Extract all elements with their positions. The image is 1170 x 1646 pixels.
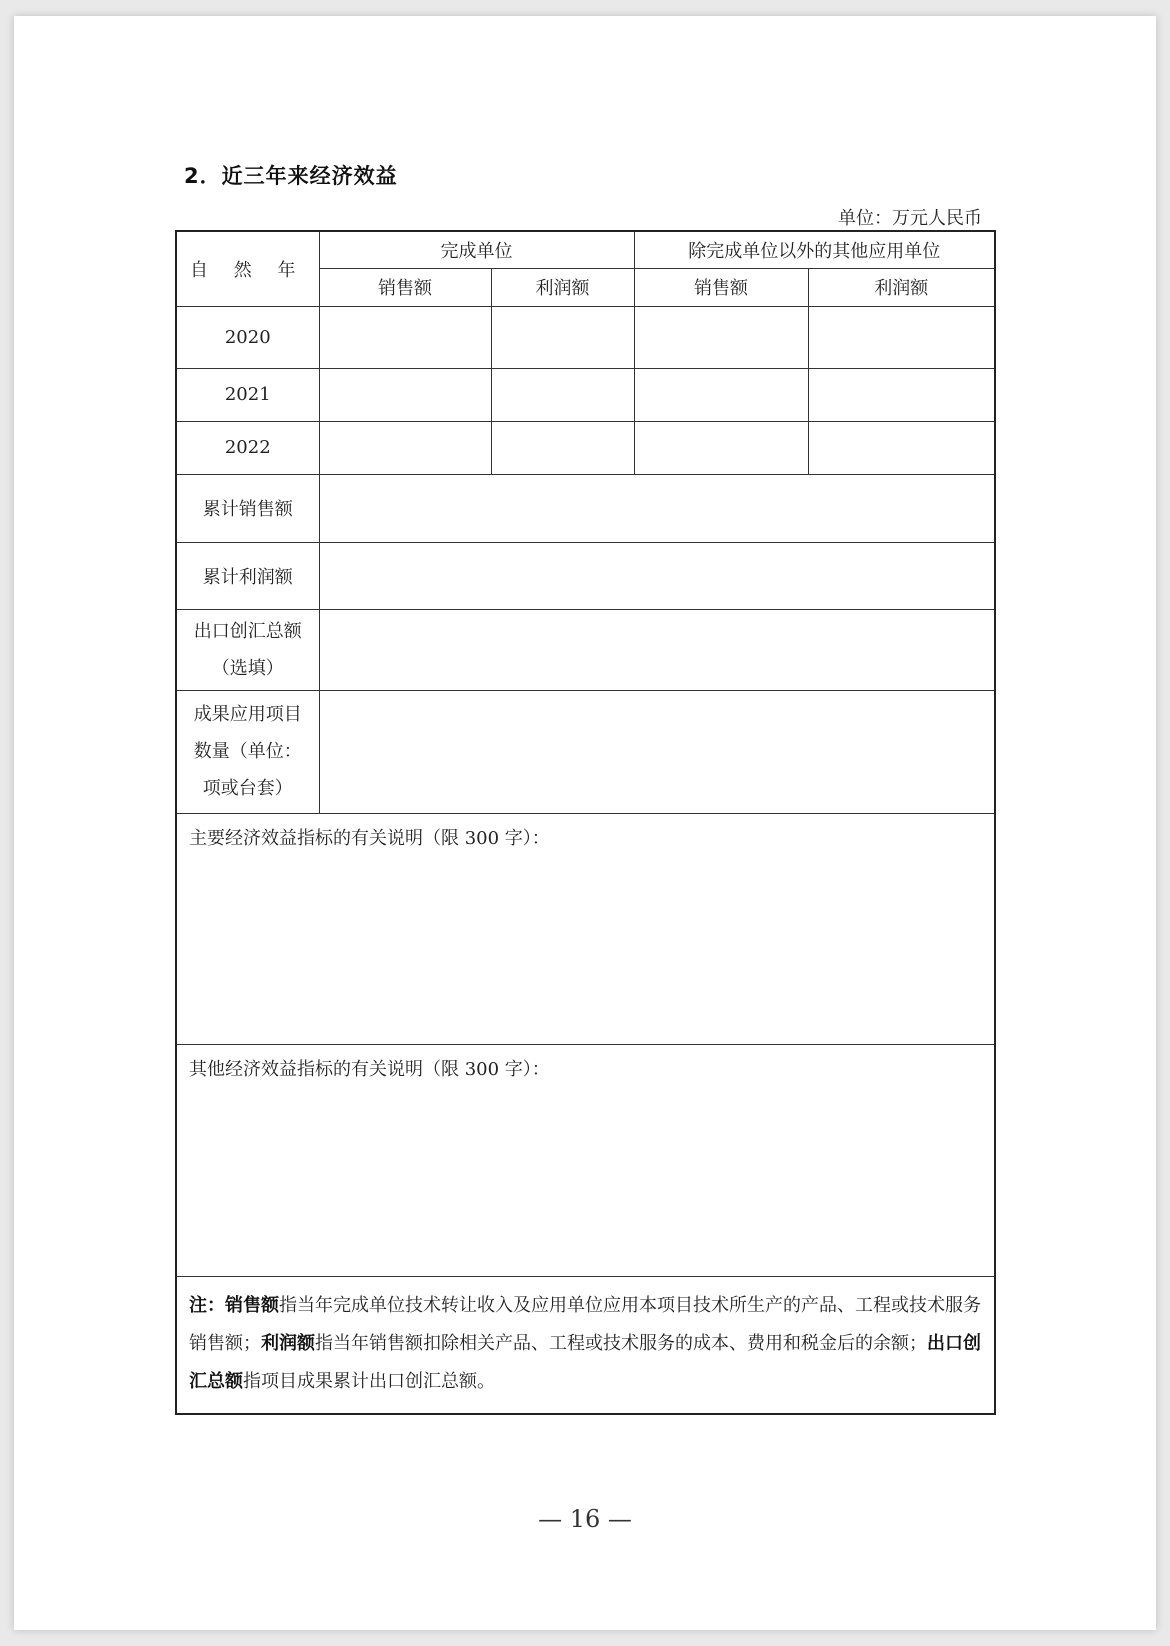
project-count-label-line3: 项或台套） [202,778,293,799]
project-count-label-line2: 数量（单位： [193,741,302,762]
table-row [176,368,995,421]
note-export-definition: 指项目成果累计出口创汇总额。 [243,1370,495,1392]
other-description-field[interactable] [176,1044,995,1276]
project-count-label [176,690,319,813]
export-total-label [176,609,319,690]
input-cell[interactable] [319,368,491,421]
other-description-row [176,1044,995,1276]
other-description-label: 其他经济效益指标的有关说明（限 300 字）： [189,1058,550,1080]
header-row-groups [176,231,995,268]
note-row [176,1276,995,1414]
project-count-label-line1: 成果应用项目 [193,704,302,725]
cumulative-sales-label: 累计销售额 [176,474,319,542]
project-count-row [176,690,995,813]
project-count-input[interactable] [319,690,995,813]
input-cell[interactable] [491,421,634,474]
main-description-label: 主要经济效益指标的有关说明（限 300 字）： [189,827,550,849]
table-row [176,306,995,368]
unit-note: 单位：万元人民币 [838,208,982,229]
economic-benefit-table [175,230,996,1415]
export-total-label-line2: （选填） [211,657,284,679]
year-cell: 2022 [176,421,319,474]
input-cell[interactable] [634,306,808,368]
input-cell[interactable] [808,421,995,474]
complete-sales-header: 销售额 [319,268,491,306]
input-cell[interactable] [808,306,995,368]
input-cell[interactable] [319,306,491,368]
other-profit-header: 利润额 [808,268,995,306]
input-cell[interactable] [491,306,634,368]
note-export-term: 出口创汇总额 [189,1332,981,1392]
year-column-header: 自 然 年 [176,231,319,306]
cumulative-sales-row [176,474,995,542]
complete-unit-header: 完成单位 [319,231,634,268]
page-number: — 16 — [538,1505,632,1533]
cumulative-profit-label: 累计利润额 [176,542,319,609]
input-cell[interactable] [634,368,808,421]
cumulative-sales-input[interactable] [319,474,995,542]
cumulative-profit-input[interactable] [319,542,995,609]
note-profit-term: 利润额 [261,1332,315,1354]
input-cell[interactable] [319,421,491,474]
year-cell: 2020 [176,306,319,368]
section-title: 2．近三年来经济效益 [184,164,398,188]
input-cell[interactable] [808,368,995,421]
main-description-field[interactable] [176,813,995,1044]
note-sales-term: 销售额 [225,1294,279,1316]
definitions-note [176,1276,995,1414]
main-description-row [176,813,995,1044]
other-sales-header: 销售额 [634,268,808,306]
input-cell[interactable] [634,421,808,474]
year-cell: 2021 [176,368,319,421]
note-prefix: 注： [189,1294,225,1316]
complete-profit-header: 利润额 [491,268,634,306]
cumulative-profit-row [176,542,995,609]
note-sales-definition: 指当年完成单位技术转让收入及应用单位应用本项目技术所生产的产品、工程或技术服务销售额； [189,1294,981,1354]
export-total-label-line1: 出口创汇总额 [193,620,302,642]
table-row [176,421,995,474]
note-profit-definition: 指当年销售额扣除相关产品、工程或技术服务的成本、费用和税金后的余额； [315,1332,927,1354]
export-row [176,609,995,690]
input-cell[interactable] [491,368,634,421]
export-total-input[interactable] [319,609,995,690]
other-unit-header: 除完成单位以外的其他应用单位 [634,231,995,268]
